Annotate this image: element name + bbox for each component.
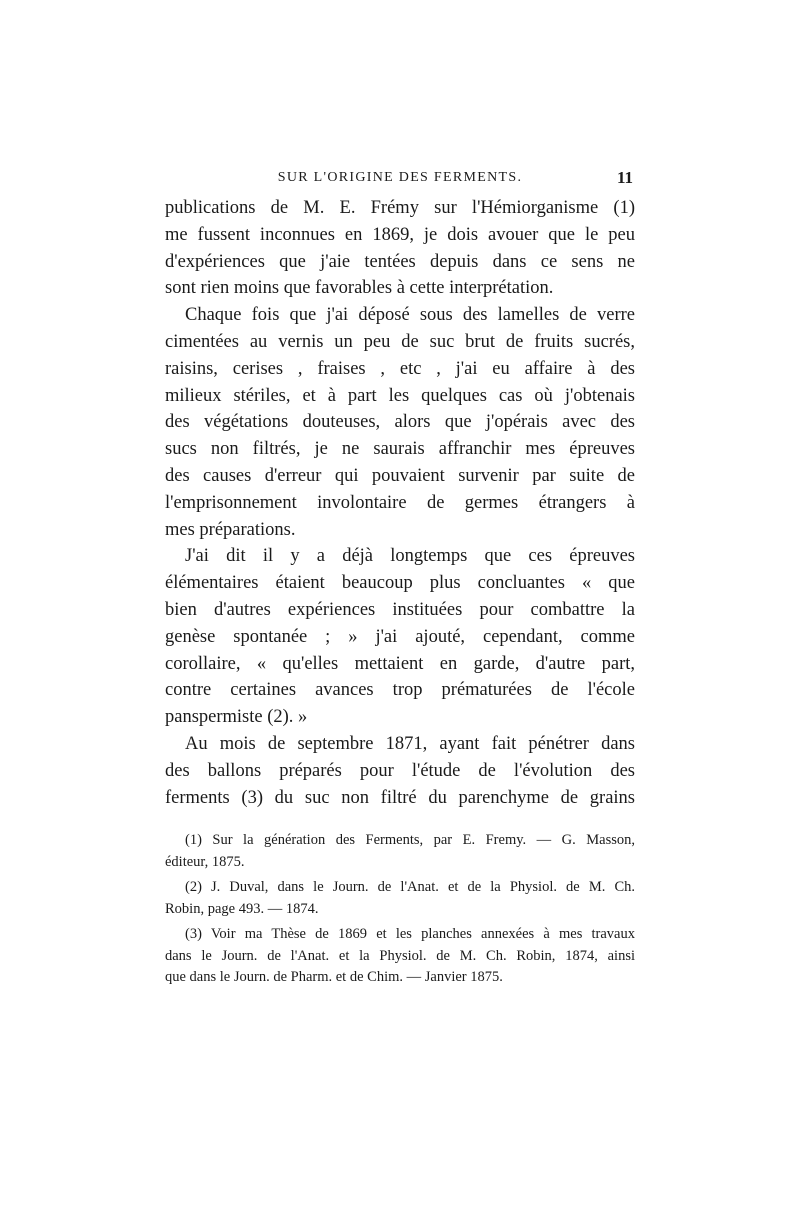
text-line: corollaire, « qu'elles mettaient en garde, d'autre part, [165,653,635,674]
body-text [165,195,635,811]
text-line: J'ai dit il y a déjà longtemps que ces épreuves [185,546,635,567]
text-line: des causes d'erreur qui pouvaient survenir par suite de [165,465,635,486]
paragraph-2 [165,302,635,543]
running-title: SUR L'ORIGINE DES FERMENTS. [277,170,523,185]
text-line: sont rien moins que favorables à cette interprétation. [165,278,554,299]
text-line: mes préparations. [165,519,296,540]
footnote-line: éditeur, 1875. [165,853,245,870]
footnote-line: que dans le Journ. de Pharm. et de Chim. — Janvier 1875. [165,969,503,985]
footnote-line: Robin, page 493. — 1874. [165,900,319,917]
paragraph-4 [165,731,635,811]
footnote-line: dans le Journ. de l'Anat. et la Physiol. de M. Ch. Robin, 1874, ainsi [165,947,635,964]
text-line: des végétations douteuses, alors que j'opérais avec des [165,412,635,433]
text-line: élémentaires étaient beaucoup plus concluantes « que [165,573,635,594]
text-line: panspermiste (2). » [165,707,308,728]
text-line: ferments (3) du suc non filtré du parenchyme de grains [165,787,635,808]
text-line: l'emprisonnement involontaire de germes étrangers à [165,492,635,513]
text-line: Chaque fois que j'ai déposé sous des lamelles de verre [185,305,635,326]
text-line: me fussent inconnues en 1869, je dois avouer que le peu [165,224,635,245]
paragraph-3 [165,543,635,731]
footnote-1 [165,830,635,873]
paragraph-1 [165,195,635,302]
text-line: milieux stériles, et à part les quelques cas où j'obtenais [165,385,635,406]
text-line: Au mois de septembre 1871, ayant fait pénétrer dans [185,733,635,754]
text-line: raisins, cerises , fraises , etc , j'ai eu affaire à des [165,358,635,379]
footnote-3 [165,924,635,989]
text-line: bien d'autres expériences instituées pour combattre la [165,599,635,620]
footnote-line: (3) Voir ma Thèse de 1869 et les planches annexées à mes travaux [185,926,635,942]
footnote-line: (1) Sur la génération des Ferments, par E. Fremy. — G. Masson, [185,832,635,848]
footnote-2 [165,877,635,920]
text-line: d'expériences que j'aie tentées depuis dans ce sens ne [165,251,635,272]
footnotes [165,830,635,993]
text-line: contre certaines avances trop prématurées de l'école [165,680,635,701]
running-head [165,170,635,190]
text-line: publications de M. E. Frémy sur l'Hémiorganisme (1) [165,198,635,218]
text-line: sucs non filtrés, je ne saurais affranchir mes épreuves [165,439,635,460]
page-number: 11 [616,168,633,187]
text-line: des ballons préparés pour l'étude de l'évolution des [165,760,635,781]
footnote-line: (2) J. Duval, dans le Journ. de l'Anat. et de la Physiol. de M. Ch. [185,879,635,895]
text-line: genèse spontanée ; » j'ai ajouté, cependant, comme [165,626,635,647]
text-line: cimentées au vernis un peu de suc brut de fruits sucrés, [165,331,635,352]
